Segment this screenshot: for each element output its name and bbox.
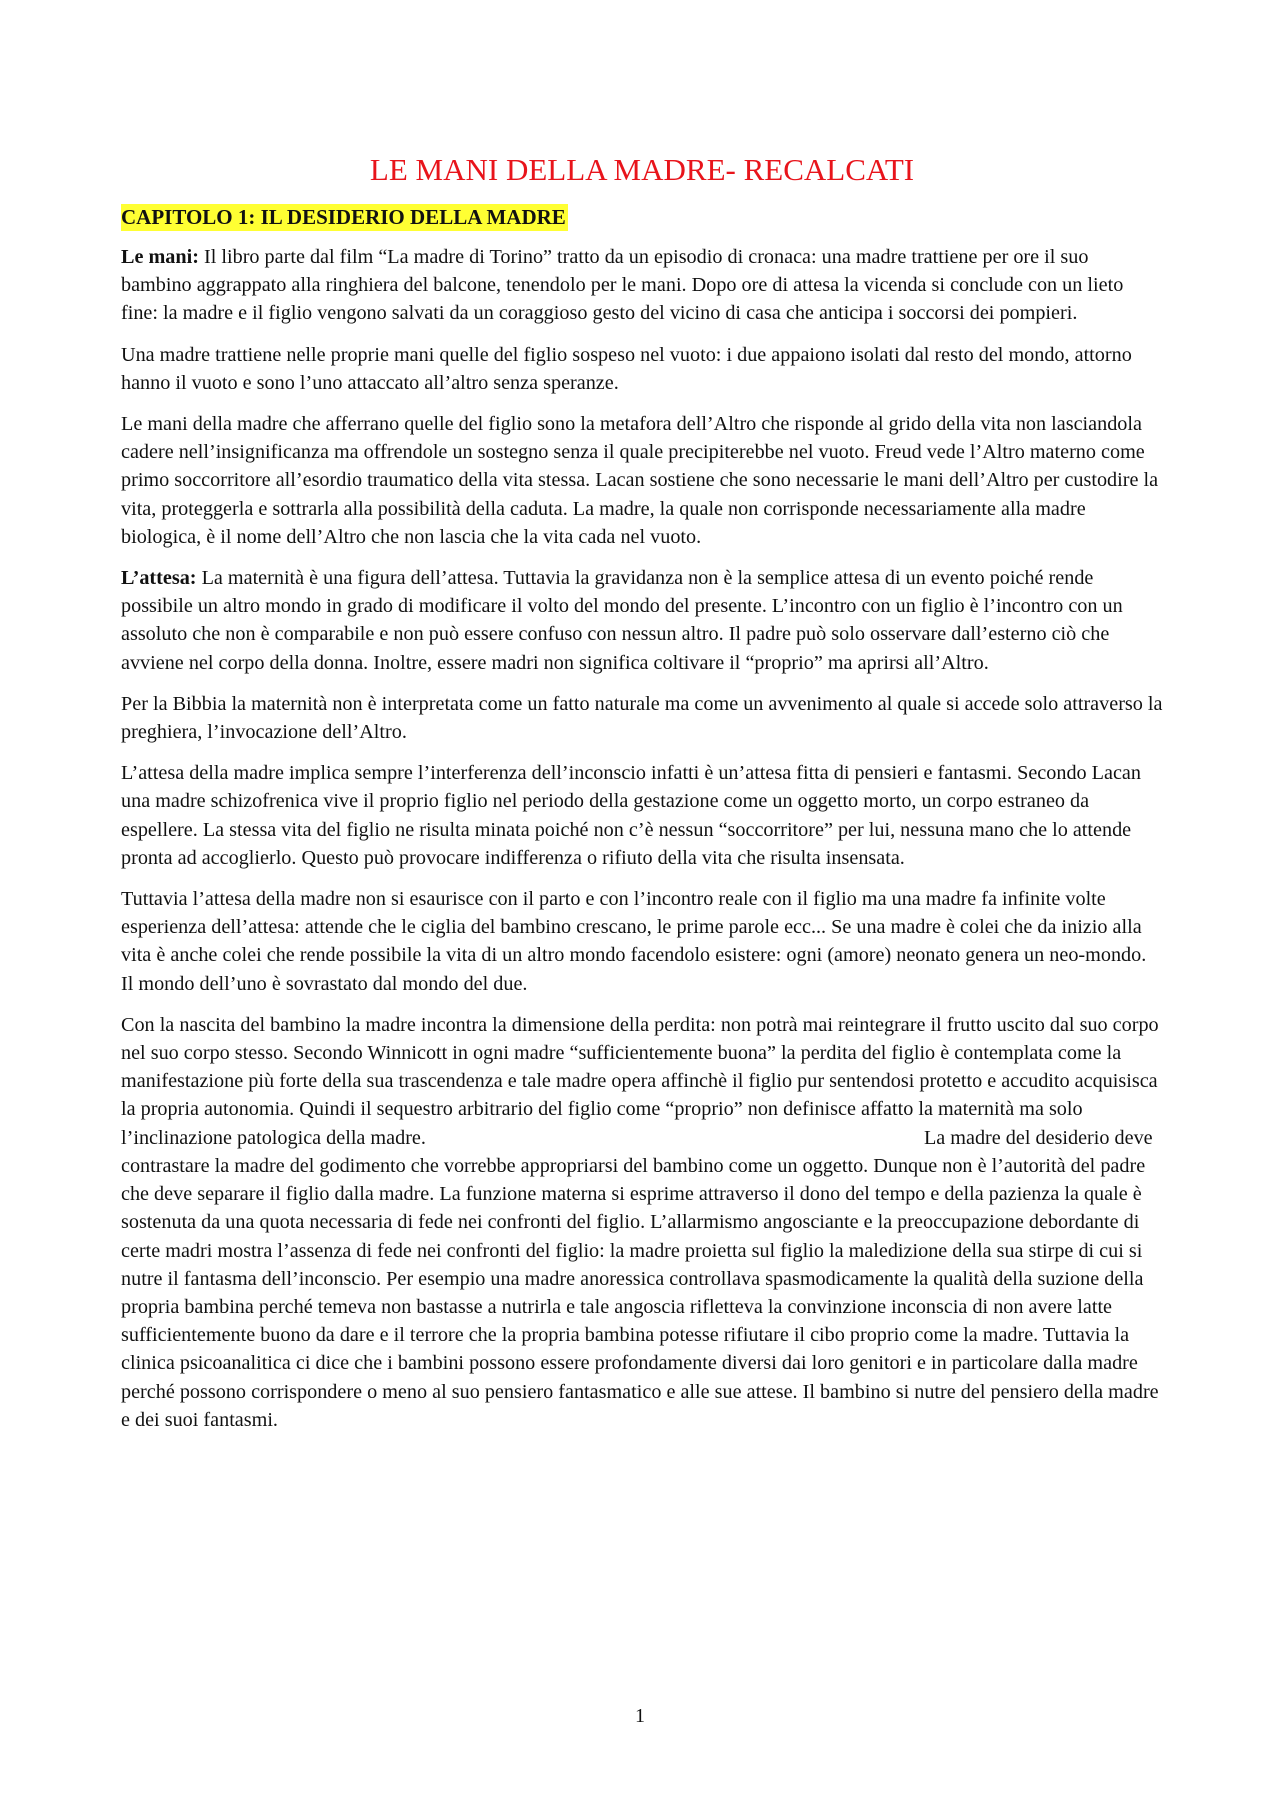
paragraph-le-mani — [121, 243, 1163, 328]
paragraph-text: Tuttavia l’attesa della madre non si esaurisce con il parto e con l’incontro reale con il figlio ma una madre fa infinite volte esperienza dell’attesa: attende che le ciglia del bambino crescano, le prime parole ecc... Se una madre è colei che da inizio alla vita è anche colei che rende possibile la vita di un altro mondo facendolo esistere: ogni (amore) neonato genera un neo-mondo. Il mondo dell’uno è sovrastato dal mondo del due. — [121, 888, 1147, 995]
paragraph — [121, 885, 1163, 998]
page-content — [121, 150, 1163, 1447]
paragraph-text: Per la Bibbia la maternità non è interpretata come un fatto naturale ma come un avvenimento al quale si accede solo attraverso la preghiera, l’invocazione dell’Altro. — [121, 692, 1163, 744]
paragraph — [121, 759, 1163, 872]
paragraph — [121, 690, 1163, 746]
page-number: 1 — [635, 1705, 645, 1727]
chapter-heading: CAPITOLO 1: IL DESIDERIO DELLA MADRE — [121, 205, 566, 229]
paragraph-text: Una madre trattiene nelle proprie mani quelle del figlio sospeso nel vuoto: i due appaiono isolati dal resto del mondo, attorno hanno il vuoto e sono l’uno attaccato all’altro senza speranze. — [121, 343, 1132, 394]
document-title: LE MANI DELLA MADRE- RECALCATI — [369, 152, 915, 187]
paragraph — [121, 341, 1163, 397]
paragraph-text: Con la nascita del bambino la madre incontra la dimensione della perdita: non potrà mai reintegrare il frutto uscito dal suo corpo nel suo corpo stesso. Secondo Winnicott in ogni madre “sufficientemente buona” la perdita del figlio è contemplata come la manifestazione più forte della sua trascendenza e tale madre opera affinchè il figlio pur sentendosi protetto e accudito acquisisca la propria autonomia. Quindi il sequestro arbitrario del figlio come “proprio” non definisce affatto la maternità ma solo l’inclinazione patologica della madre. — [121, 1013, 1159, 1149]
paragraph-attesa — [121, 564, 1163, 677]
paragraph-lead-attesa: L’attesa: — [121, 567, 197, 590]
paragraph-text: La maternità è una figura dell’attesa. Tuttavia la gravidanza non è la semplice attesa di un evento poiché rende possibile un altro mondo in grado di modificare il volto del mondo del presente. L’incontro con un figlio è l’incontro con un assoluto che non è comparabile e non può essere confuso con nessun altro. Il padre può solo osservare dall’esterno ciò che avviene nel corpo della donna. Inoltre, essere madri non significa coltivare il “proprio” ma aprirsi all’Altro. — [121, 567, 1123, 674]
chapter-heading-wrapper — [121, 204, 1163, 243]
paragraph — [121, 410, 1163, 551]
paragraph-text: Le mani della madre che afferrano quelle del figlio sono la metafora dell’Altro che risponde al grido della vita non lasciandola cadere nell’insignificanza ma offrendole un sostegno senza il quale precipiterebbe nel vuoto. Freud vede l’Altro materno come primo soccorritore all’esordio traumatico della vita stessa. Lacan sostiene che sono necessarie le mani dell’Altro per custodire la vita, proteggerla e sottrarla alla possibilità della caduta. La madre, la quale non corrisponde necessariamente alla madre biologica, è il nome dell’Altro che non lascia che la vita cada nel vuoto. — [121, 413, 1159, 548]
paragraph-text: Il libro parte dal film “La madre di Torino” tratto da un episodio di cronaca: una madre trattiene per ore il suo bambino aggrappato alla ringhiera del balcone, tenendolo per le mani. Dopo ore di attesa la vicenda si conclude con un lieto fine: la madre e il figlio vengono salvati da un coraggioso gesto del vicino di casa che anticipa i soccorsi dei pompieri. — [121, 246, 1124, 325]
paragraph-lead-le-mani: Le mani: — [121, 246, 199, 268]
paragraph-text: L’attesa della madre implica sempre l’interferenza dell’inconscio infatti è un’attesa fitta di pensieri e fantasmi. Secondo Lacan una madre schizofrenica vive il proprio figlio nel periodo della gestazione come un oggetto morto, un corpo estraneo da espellere. La stessa vita del figlio ne risulta minata poiché non c’è nessun “soccorritore” per lui, nessuna mano che lo attende pronta ad accoglierlo. Questo può provocare indifferenza o rifiuto della vita che risulta insensata. — [121, 762, 1141, 869]
paragraph — [121, 1011, 1163, 1434]
paragraph-continuation: La madre del desiderio deve contrastare la madre del godimento che vorrebbe appropriarsi del bambino come un oggetto. Dunque non è l’autorità del padre che deve separare il figlio dalla madre. La funzione materna si esprime attraverso il dono del tempo e della pazienza la quale è sostenuta da una quota necessaria di fede nei confronti del figlio. L’allarmismo angosciante e la preoccupazione debordante di certe madri mostra l’assenza di fede nei confronti del figlio: la madre proietta sul figlio la maledizione della sua stirpe di cui si nutre il fantasma dell’inconscio. Per esempio una madre anoressica controllava spasmodicamente la qualità della suzione della propria bambina perché temeva non bastasse a nutrirla e tale angoscia rifletteva la convinzione inconscia di non avere latte sufficientemente buono da dare e il terrore che la propria bambina potesse rifiutare il cibo proprio come la madre. Tuttavia la clinica psicoanalitica ci dice che i bambini possono essere profondamente diversi dai loro genitori e in particolare dalla madre perché possono corrispondere o meno al suo pensiero fantasmatico e alle sue attese. Il bambino si nutre del pensiero della madre e dei suoi fantasmi. — [121, 1126, 1159, 1431]
